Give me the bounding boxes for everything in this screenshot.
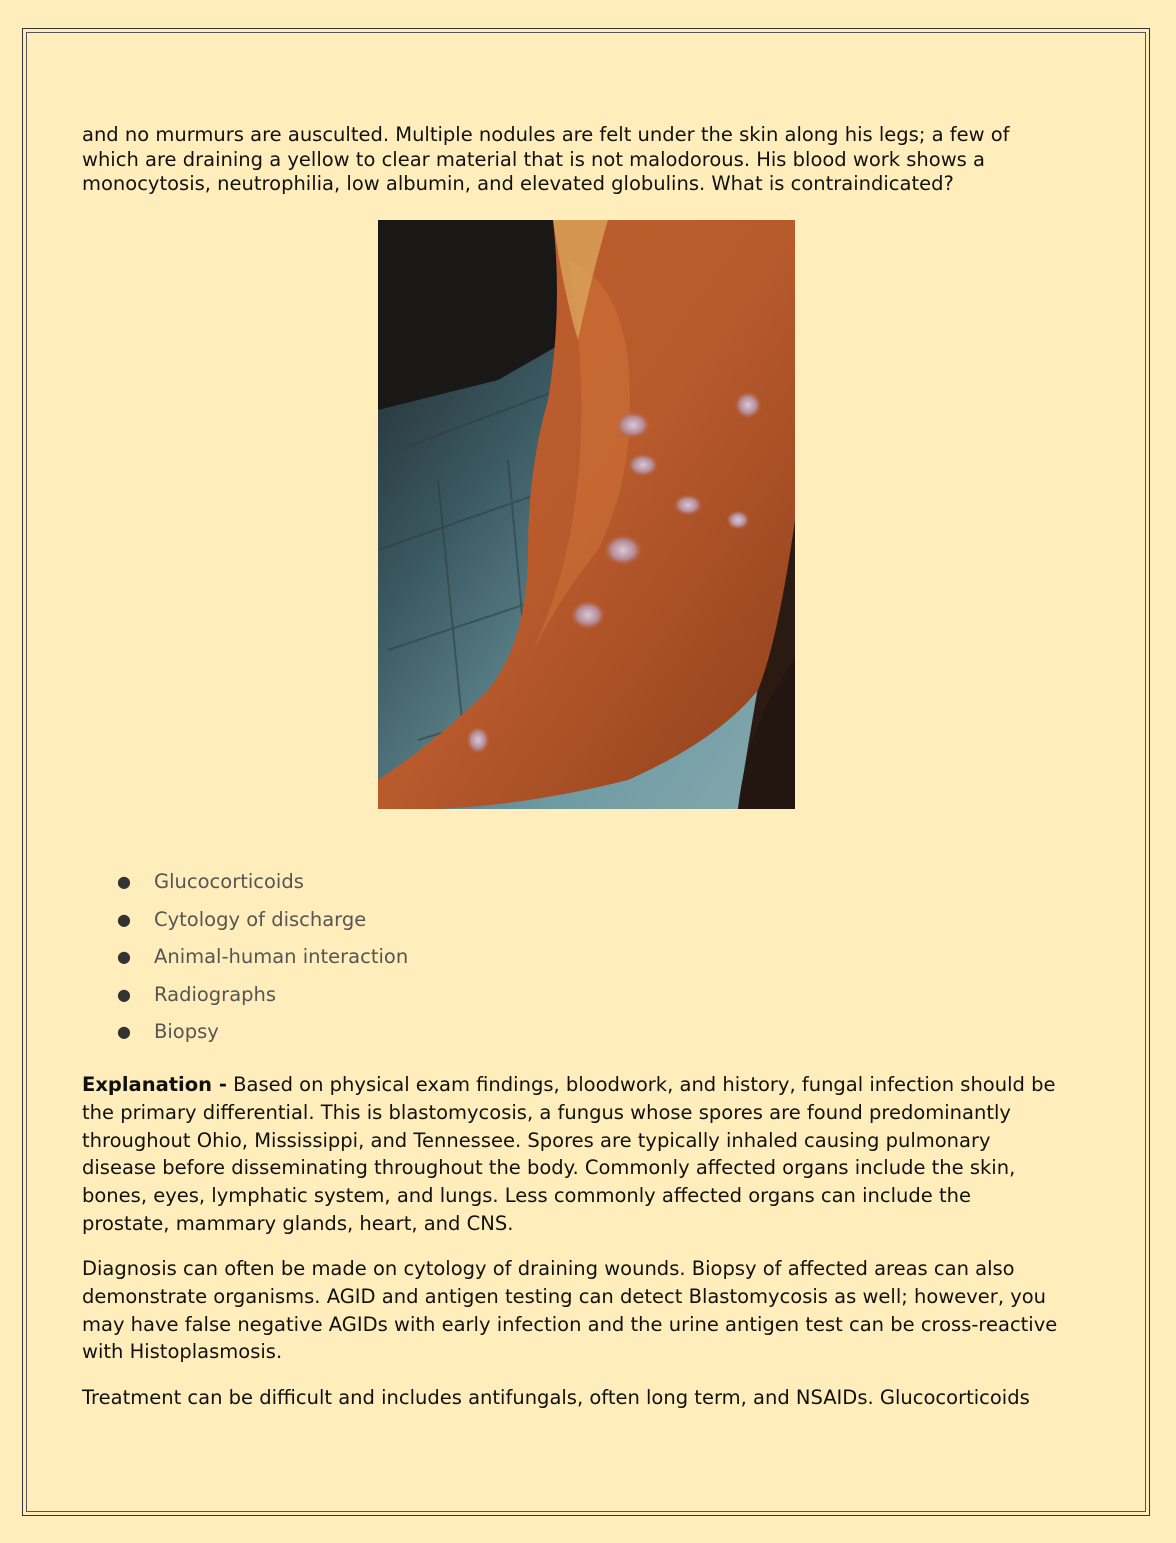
diagnosis-line: demonstrate organisms. AGID and antigen testing can detect Blastomycosis as well; however, you (82, 1284, 1047, 1308)
option-label: Cytology of discharge (154, 907, 367, 931)
question-line: which are draining a yellow to clear material that is not malodorous. His blood work shows a (82, 147, 985, 171)
option-item[interactable] (0, 938, 1176, 976)
dog-leg-nodules-icon (378, 220, 795, 809)
diagnosis-line: Diagnosis can often be made on cytology of draining wounds. Biopsy of affected areas can also (82, 1257, 1015, 1280)
explanation-line: Based on physical exam findings, bloodwork, and history, fungal infection should be (226, 1073, 1056, 1096)
option-label: Animal-human interaction (154, 945, 409, 968)
diagnosis-text (82, 1255, 1094, 1366)
explanation-line: throughout Ohio, Mississippi, and Tennessee. Spores are typically inhaled causing pulmonary (82, 1128, 991, 1152)
explanation-line: the primary differential. This is blastomycosis, a fungus whose spores are found predominantly (82, 1100, 1011, 1124)
answer-options (0, 863, 1176, 1051)
question-line: monocytosis, neutrophilia, low albumin, and elevated globulins. What is contraindicated? (82, 172, 954, 195)
bullet-icon: ● (117, 872, 131, 891)
diagnosis-line: with Histoplasmosis. (82, 1340, 283, 1364)
option-item[interactable] (0, 1013, 1176, 1051)
treatment-line: Treatment can be difficult and includes antifungals, often long term, and NSAIDs. Glucocorticoids (82, 1386, 1030, 1409)
bullet-icon: ● (117, 1022, 131, 1041)
explanation-text (82, 1071, 1094, 1238)
bullet-icon: ● (117, 984, 131, 1004)
question-text (82, 123, 1094, 197)
option-label: Glucocorticoids (154, 870, 304, 893)
diagnosis-line: may have false negative AGIDs with early infection and the urine antigen test can be cross-reactive (82, 1312, 1058, 1336)
option-item[interactable] (0, 901, 1176, 939)
explanation-line: disease before disseminating throughout the body. Commonly affected organs include the skin, (82, 1156, 1016, 1180)
option-label: Biopsy (154, 1020, 219, 1043)
question-line: and no murmurs are ausculted. Multiple nodules are felt under the skin along his legs; a few of (82, 123, 1010, 146)
bullet-icon: ● (117, 909, 131, 929)
explanation-line: bones, eyes, lymphatic system, and lungs. Less commonly affected organs can include the (82, 1184, 971, 1208)
option-label: Radiographs (154, 982, 277, 1006)
clinical-photo (378, 220, 795, 809)
bullet-icon: ● (117, 947, 131, 966)
explanation-heading: Explanation - (82, 1073, 227, 1096)
option-item[interactable] (0, 863, 1176, 901)
treatment-text (82, 1384, 1094, 1412)
explanation-line: prostate, mammary glands, heart, and CNS. (82, 1211, 514, 1235)
option-item[interactable] (0, 976, 1176, 1014)
